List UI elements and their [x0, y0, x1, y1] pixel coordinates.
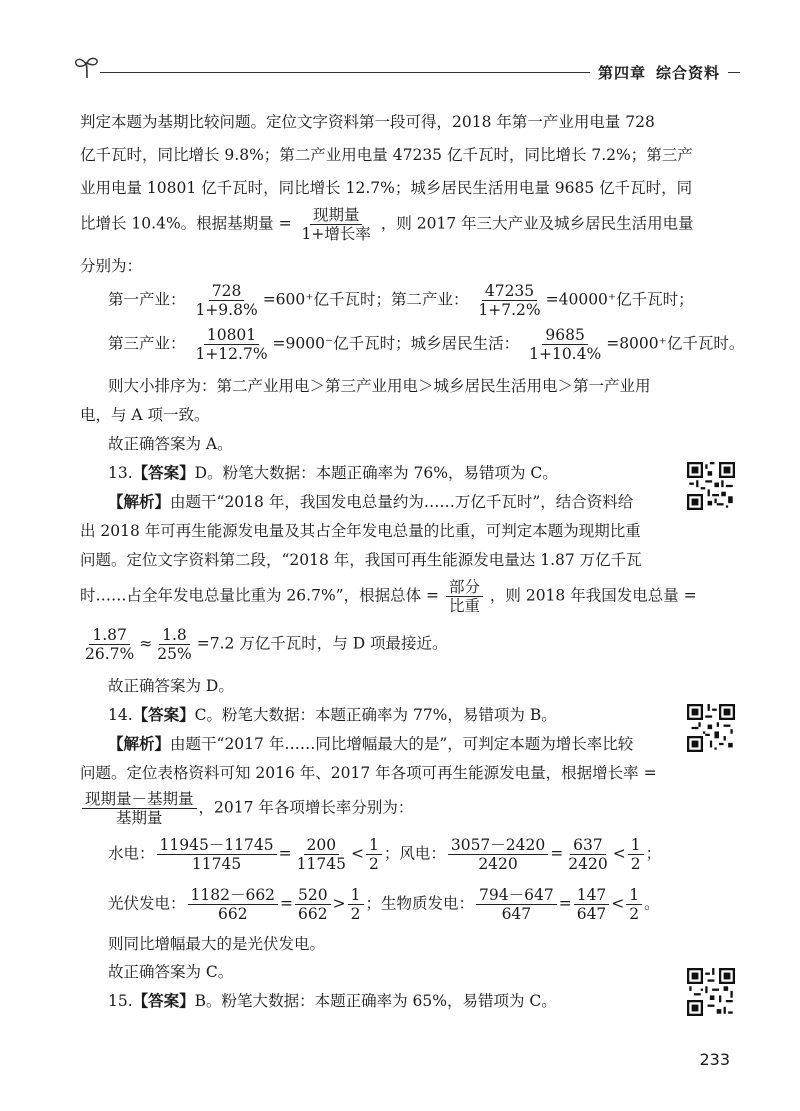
denominator: 11745	[191, 855, 242, 873]
text-segment: 时……占全年发电总量比重为 26.7%”，根据总体 =	[80, 586, 440, 605]
text-segment: 由题干“2018 年，我国发电总量约为……万亿千瓦时”，结合资料给	[170, 493, 634, 511]
fraction	[299, 206, 374, 243]
text-line: 故正确答案为 A。	[108, 435, 233, 453]
analysis-tag: 【解析】	[108, 734, 171, 753]
operator: <	[611, 894, 625, 913]
numerator: 3057－2420	[448, 836, 548, 855]
formula-line	[80, 626, 448, 663]
fraction	[448, 836, 548, 873]
fraction	[188, 886, 279, 923]
text-line	[108, 734, 633, 754]
text-segment: 第一产业：	[108, 290, 186, 309]
text-segment: C。粉笔大数据：本题正确率为 77%，易错项为 B。	[194, 706, 557, 724]
answer-tag: 【答案】	[132, 705, 195, 724]
formula-line	[108, 886, 660, 923]
section-label: 综合资料	[656, 64, 721, 82]
text-line: 分别为：	[80, 257, 143, 275]
answer-tag: 【答案】	[132, 991, 195, 1010]
denominator: 2	[350, 905, 361, 923]
text-segment: ；风电：	[383, 844, 446, 863]
text-line: 则大小排序为：第二产业用电＞第三产业用电＞城乡居民生活用电＞第一产业用	[108, 377, 651, 395]
formula-line	[108, 326, 744, 363]
denominator: 662	[217, 905, 248, 923]
numerator: 现期量－基期量	[82, 790, 197, 809]
answer-line	[108, 991, 557, 1011]
denominator: 647	[576, 905, 607, 923]
text-line-with-formula	[80, 790, 413, 827]
approx-sign: ≈	[139, 634, 153, 653]
text-line: 故正确答案为 D。	[108, 677, 234, 695]
fraction	[574, 886, 610, 923]
question-number: 13.	[108, 464, 133, 482]
denominator: 2420	[478, 855, 518, 873]
denominator: 662	[298, 905, 328, 923]
fraction	[295, 886, 331, 923]
text-segment: 。	[644, 894, 660, 913]
fraction	[446, 578, 483, 615]
fraction	[475, 282, 543, 319]
fraction	[348, 886, 364, 923]
numerator: 147	[574, 886, 610, 905]
text-line: 业用电量 10801 亿千瓦时，同比增长 12.7%；城乡居民生活用电量 9685 亿千瓦时，同	[80, 179, 693, 197]
numerator: 1.87	[89, 626, 130, 645]
fraction	[82, 790, 197, 827]
text-line: 故正确答案为 C。	[108, 963, 234, 981]
text-line	[108, 492, 633, 512]
numerator: 1	[626, 886, 642, 905]
operator: <	[350, 844, 364, 863]
fraction	[192, 326, 270, 363]
text-segment: 由题干“2017 年……同比增幅最大的是”，可判定本题为增长率比较	[170, 735, 634, 753]
text-segment: =8000⁺亿千瓦时。	[606, 334, 745, 353]
text-line: 亿千瓦时，同比增长 9.8%；第二产业用电量 47235 亿千瓦时，同比增长 7.2%；第三产	[80, 146, 693, 164]
operator: =	[550, 844, 564, 863]
numerator: 部分	[446, 578, 483, 597]
numerator: 794－647	[476, 886, 557, 905]
text-segment: 比增长 10.4%。根据基期量 =	[80, 214, 292, 233]
fraction	[626, 886, 642, 923]
fraction	[565, 836, 610, 873]
text-segment: ，则 2018 年我国发电总量 =	[489, 586, 697, 605]
text-segment: ；生物质发电：	[365, 894, 475, 913]
fraction	[526, 326, 604, 363]
chapter-label: 第四章	[598, 64, 647, 82]
numerator: 47235	[482, 282, 537, 301]
numerator: 10801	[204, 326, 259, 345]
text-line: 问题。定位表格资料可知 2016 年、2017 年各项可再生能源发电量，根据增长率 =	[80, 764, 657, 782]
denominator: 比重	[448, 597, 480, 615]
numerator: 520	[295, 886, 331, 905]
text-line: 问题。定位文字资料第二段，“2018 年，我国可再生能源发电量达 1.87 万亿千瓦	[80, 551, 642, 569]
text-segment: 第三产业：	[108, 334, 186, 353]
text-segment: =600⁺亿千瓦时；第二产业：	[262, 290, 469, 309]
fraction	[294, 836, 349, 873]
denominator: 1+7.2%	[478, 301, 541, 319]
text-segment: =9000⁻亿千瓦时；城乡居民生活：	[272, 334, 520, 353]
text-line-with-formula	[80, 206, 694, 243]
text-line: 电，与 A 项一致。	[80, 406, 210, 424]
denominator: 2420	[568, 855, 608, 873]
fraction	[82, 626, 137, 663]
page-number: 233	[699, 1050, 730, 1069]
sprout-icon	[72, 52, 102, 82]
formula-line	[108, 282, 694, 319]
denominator: 2	[630, 855, 641, 873]
question-number: 14.	[108, 706, 133, 724]
denominator: 26.7%	[85, 645, 135, 663]
operator: >	[332, 894, 346, 913]
denominator: 基期量	[116, 809, 163, 827]
denominator: 2	[368, 855, 379, 873]
numerator: 1182－662	[188, 886, 279, 905]
numerator: 9685	[542, 326, 587, 345]
question-number: 15.	[108, 992, 133, 1010]
numerator: 11945－11745	[157, 836, 277, 855]
text-segment: D。粉笔大数据：本题正确率为 76%，易错项为 C。	[194, 464, 558, 482]
fraction	[154, 626, 194, 663]
operator: =	[558, 894, 572, 913]
operator: =	[280, 894, 294, 913]
text-segment: B。粉笔大数据：本题正确率为 65%，易错项为 C。	[194, 992, 557, 1010]
numerator: 728	[209, 282, 245, 301]
text-line: 出 2018 年可再生能源发电量及其占全年发电总量的比重，可判定本题为现期比重	[80, 522, 641, 540]
numerator: 1	[348, 886, 364, 905]
text-line: 判定本题为基期比较问题。定位文字资料第一段可得，2018 年第一产业用电量 728	[80, 113, 655, 131]
fraction	[157, 836, 277, 873]
fraction	[366, 836, 382, 873]
fraction	[192, 282, 260, 319]
fraction	[476, 886, 557, 923]
answer-line	[108, 705, 557, 725]
operator: <	[612, 844, 626, 863]
formula-line	[108, 836, 661, 873]
qr-code-icon[interactable]	[687, 968, 735, 1016]
text-line: 则同比增幅最大的是光伏发电。	[108, 935, 326, 953]
text-segment: ，则 2017 年三大产业及城乡居民生活用电量	[380, 214, 694, 233]
text-segment: 光伏发电：	[108, 894, 186, 913]
denominator: 1+9.8%	[195, 301, 258, 319]
denominator: 11745	[296, 855, 346, 873]
answer-tag: 【答案】	[132, 463, 195, 482]
text-segment: =7.2 万亿千瓦时，与 D 项最接近。	[196, 634, 448, 653]
qr-code-icon[interactable]	[687, 462, 735, 510]
denominator: 1+12.7%	[195, 345, 268, 363]
numerator: 1.8	[159, 626, 190, 645]
denominator: 2	[629, 905, 640, 923]
text-segment: 水电：	[108, 844, 155, 863]
qr-code-icon[interactable]	[687, 704, 735, 752]
analysis-tag: 【解析】	[108, 492, 171, 511]
denominator: 1+10.4%	[529, 345, 602, 363]
text-segment: =40000⁺亿千瓦时；	[545, 290, 694, 309]
text-segment: ，2017 年各项增长率分别为：	[198, 798, 414, 817]
denominator: 1+增长率	[301, 225, 371, 243]
chapter-header	[590, 62, 728, 83]
numerator: 现期量	[310, 206, 363, 225]
denominator: 647	[501, 905, 532, 923]
text-segment: ；	[645, 844, 662, 863]
numerator: 200	[304, 836, 340, 855]
operator: =	[278, 844, 292, 863]
numerator: 1	[628, 836, 644, 855]
answer-line	[108, 463, 558, 483]
numerator: 1	[366, 836, 382, 855]
numerator: 637	[570, 836, 606, 855]
denominator: 25%	[157, 645, 192, 663]
fraction	[628, 836, 644, 873]
text-line-with-formula	[80, 578, 697, 615]
